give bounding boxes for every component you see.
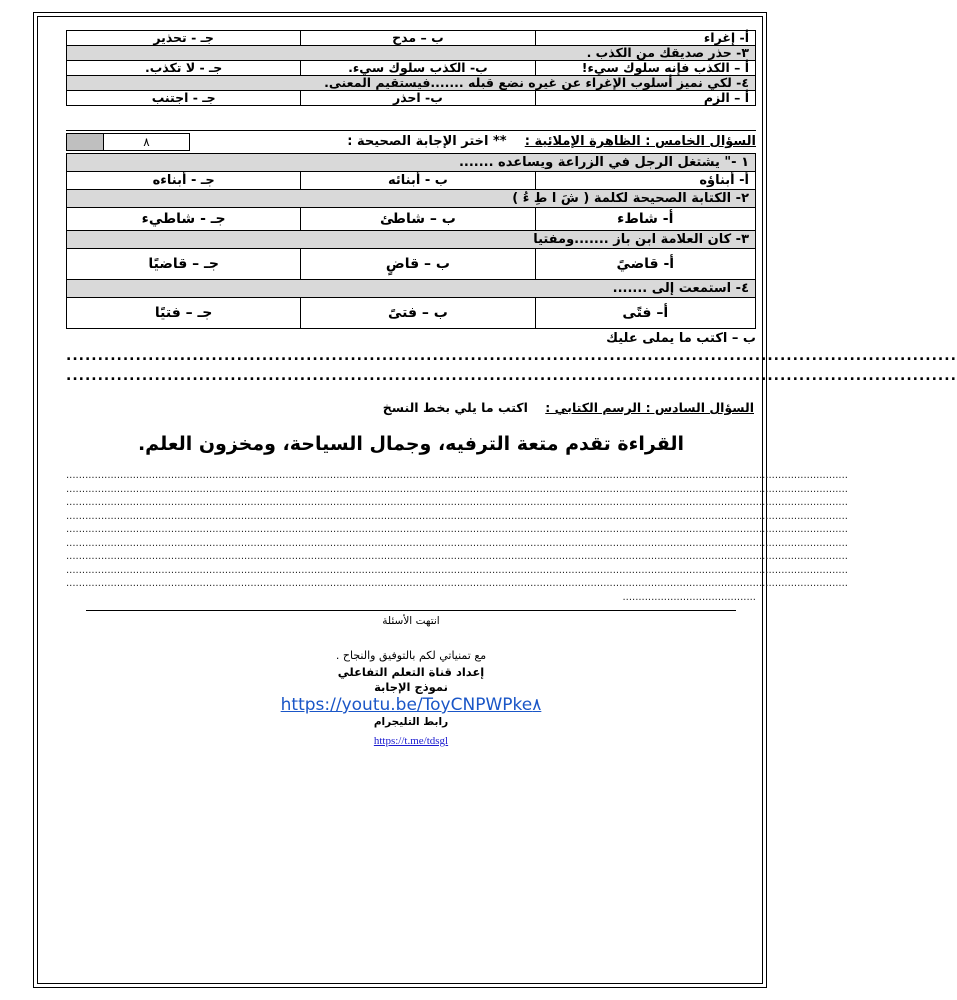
worksheet-page xyxy=(66,30,957,748)
question-row xyxy=(67,280,756,298)
writing-line: ...................................................................................................................................................................................................................................................... xyxy=(66,497,848,508)
option-a: أ- إغراء xyxy=(535,31,755,46)
option-b: ب- الكذب سلوك سيء. xyxy=(301,61,535,76)
score-shaded-cell xyxy=(67,134,104,150)
writing-line: ...................................................................................................................................................................................................................................................... xyxy=(66,483,848,495)
question-text: ٣- حذر صديقك من الكذب . xyxy=(67,46,756,61)
option-c: جـ – قاضيًا xyxy=(67,249,301,280)
option-b: ب – فتىً xyxy=(301,298,535,329)
writing-line: ...................................................................................................................................................................................................................................................... xyxy=(66,537,848,549)
score-box xyxy=(66,133,190,151)
footer-divider xyxy=(86,610,736,611)
question-four-table xyxy=(66,30,756,106)
option-c: جـ - لا تكذب. xyxy=(67,61,301,76)
options-row xyxy=(67,61,756,76)
question-row xyxy=(67,154,756,172)
writing-line: ...................................................................................................................................................................................................................................................... xyxy=(66,524,848,535)
option-b: ب- احذر xyxy=(301,91,535,106)
question-five-header xyxy=(66,131,756,153)
writing-line: ...................................................................................................................................................................................................................................................... xyxy=(66,564,848,576)
writing-line-short: .......................................... xyxy=(622,591,756,603)
question-five-table xyxy=(66,153,756,329)
prepared-by: إعداد قناة التعلم التفاعلي xyxy=(337,665,485,679)
option-a: أ – الكذب فإنه سلوك سيء! xyxy=(535,61,755,76)
answer-line: ............................................................................................................................................. xyxy=(66,348,957,364)
question-text: ٤- استمعت إلى ....... xyxy=(67,280,756,298)
telegram-link[interactable]: https://t.me/tdsgl xyxy=(373,735,449,747)
option-a: أ- أبناؤه xyxy=(535,172,755,190)
option-c: جـ - اجتنب xyxy=(67,91,301,106)
score-value: ٨ xyxy=(143,135,150,149)
writing-line: ...................................................................................................................................................................................................................................................... xyxy=(66,578,848,589)
question-text: ٢- الكتابة الصحيحة لكلمة ( شَ ا طِ ءُ ) xyxy=(67,190,756,208)
question-row xyxy=(67,76,756,91)
question-text: ١ -" يشتغل الرجل في الزراعة ويساعده ....... xyxy=(67,154,756,172)
option-c: جـ – فتيًا xyxy=(67,298,301,329)
question-text: ٣- كان العلامة ابن باز .......ومفتيا xyxy=(67,231,756,249)
option-a: أ- شاطء xyxy=(535,208,755,231)
question-row xyxy=(67,46,756,61)
handwriting-lines xyxy=(66,469,848,604)
telegram-link-wrap xyxy=(66,729,756,748)
writing-line: ...................................................................................................................................................................................................................................................... xyxy=(66,510,848,522)
option-a: أ – الزم xyxy=(535,91,755,106)
dictation-label: ب – اكتب ما يملى عليك xyxy=(606,331,756,346)
question-row xyxy=(67,190,756,208)
question-five-title xyxy=(347,134,756,149)
answer-model: نموذج الإجابة xyxy=(374,680,448,694)
question-six-title xyxy=(66,400,756,415)
instruction: ** اختر الإجابة الصحيحة : xyxy=(347,134,507,149)
options-row xyxy=(67,208,756,231)
writing-line: ...................................................................................................................................................................................................................................................... xyxy=(66,470,848,481)
options-row xyxy=(67,172,756,190)
option-c: جـ - تحذير xyxy=(67,31,301,46)
option-c: جـ - شاطيء xyxy=(67,208,301,231)
telegram-label: رابط التليجرام xyxy=(373,716,449,728)
options-row xyxy=(67,91,756,106)
option-b: ب - أبنائه xyxy=(301,172,535,190)
options-row xyxy=(67,298,756,329)
answer-line: ............................................................................................................................................. xyxy=(66,368,957,384)
options-row xyxy=(67,249,756,280)
option-b: ب – قاضٍ xyxy=(301,249,535,280)
youtube-link-wrap xyxy=(66,695,756,715)
copy-sentence: القراءة تقدم متعة الترفيه، وجمال السياحة، ومخزون العلم. xyxy=(137,433,685,455)
question-row xyxy=(67,231,756,249)
option-c: جـ - أبناءه xyxy=(67,172,301,190)
youtube-link[interactable]: https://youtu.be/ToyCNPWPke٨ xyxy=(280,695,542,715)
section-title: السؤال السادس : الرسم الكتابي : xyxy=(545,400,754,415)
option-b: ب – مدح xyxy=(301,31,535,46)
writing-line: ...................................................................................................................................................................................................................................................... xyxy=(66,551,848,562)
option-a: أ- قاضيً xyxy=(535,249,755,280)
section-title: السؤال الخامس : الظاهرة الإملائية : xyxy=(524,134,756,149)
wishes-text: مع تمنياتي لكم بالتوفيق والنجاح . xyxy=(335,649,487,662)
option-a: أ– فتًى xyxy=(535,298,755,329)
question-text: ٤- لكي نميز أسلوب الإغراء عن غيره نضع قبله .......فيستقيم المعنى. xyxy=(67,76,756,91)
instruction: اكتب ما يلي بخط النسخ xyxy=(382,400,528,415)
option-b: ب – شاطئ xyxy=(301,208,535,231)
end-of-questions: انتهت الأسئلة xyxy=(382,615,440,627)
options-row xyxy=(67,31,756,46)
